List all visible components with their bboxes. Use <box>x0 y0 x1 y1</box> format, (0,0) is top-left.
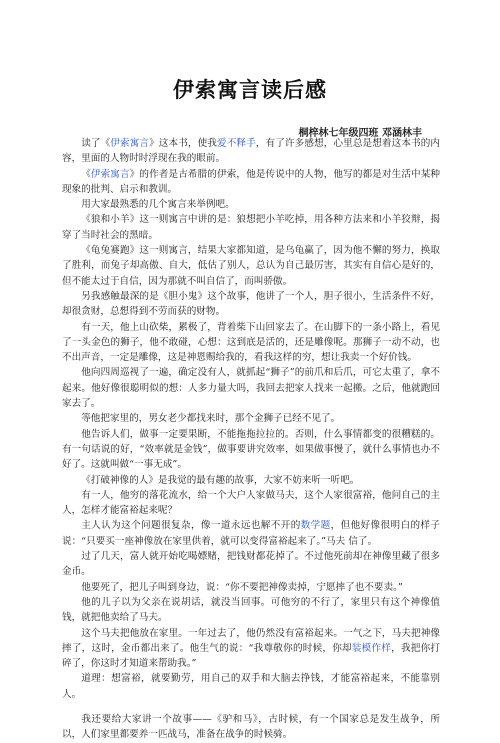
paragraph-text: 读了《 <box>81 138 111 149</box>
paragraph-text: 道理：想富裕，就要勤劳，用自己的双手和大脑去挣钱，才能富裕起来，不能靠别人。 <box>62 673 440 700</box>
paragraph <box>62 289 440 320</box>
paragraph-text: 《打破神像的人》是我觉的最有趣的故事，大家不妨来听一听吧。 <box>81 474 360 486</box>
paragraph-text: 他的儿子以为父亲在说胡话，就没当回事。可他穷的不行了，家里只有这个神像值钱，就把他卖给了马夫。 <box>62 596 440 624</box>
paragraph <box>62 473 440 488</box>
paragraph-text: 》的作者是古希腊的伊索，他是传说中的人物，他写的都是对生活中某种现象的批判、启示和教训。 <box>62 168 441 195</box>
paragraph <box>62 549 440 580</box>
paragraph-text: 《龟兔赛跑》这一则寓言，结果大家都知道，是乌龟赢了，因为他不懈的努力，换取了胜利，而兔子却高傲、自大，低估了别人，总认为自己最厉害，其实有自信心是好的，但不能太过于自信，因为那就不叫自信了，而叫骄傲。 <box>62 245 440 287</box>
paragraph-text: 《狼和小羊》这一则寓言中讲的是：狼想把小羊吃掉，用各种方法来和小羊狡辩，揭穿了当时社会的黑暗。 <box>62 214 440 241</box>
paragraph <box>62 212 440 243</box>
paragraph-text: ，但他好像很明白的样子说：“只要买一座神像放在家里供着，就可以变得富裕起来了。”马夫 信了。 <box>62 520 441 547</box>
paragraph-text: 》这本书，使我 <box>149 138 218 149</box>
document-body <box>62 136 440 743</box>
author-line: 桐梓林七年级四班 邓涵林丰 <box>298 128 422 139</box>
paragraph-text: 我还要给大家讲一个故事——《驴和马》，古时候，有一个国家总是发生战争，所以，人们家里都要养一匹战马，准备在战争的时候骑。 <box>62 713 440 741</box>
paragraph <box>62 320 440 366</box>
paragraph-text: 他向四周巡视了一遍，确定没有人，就抓起“狮子”的前爪和后爪，可它太重了，拿不起来。他好像很聪明似的想：人多力量大吗，我回去把家人找来一起搬。之后，他就跑回家去了。 <box>62 367 440 410</box>
paragraph <box>62 671 440 702</box>
paragraph-text: 他告诉人们，做事一定要果断，不能拖拖拉拉的。否则，什么事情都变的很糟糕的。有一句话说的好，“效率就是金钱”，做事要讲究效率，如果做事慢了，就什么事情也办不好了。这就叫做“一事无成”。 <box>62 428 440 471</box>
paragraph <box>62 197 440 212</box>
paragraph-text: 有一天，他上山砍柴，累极了，背着柴下山回家去了。在山脚下的一条小路上，看见了一头金色的狮子，他不敢碰，心想：这到底是活的，还是雕像呢。那狮子一动不动，也不出声音，一定是雕像，这是神恩赐给我的，看我这样的穷，想让我卖一个好价钱。 <box>62 321 440 364</box>
paragraph-text: 用大家最熟悉的几个寓言来举例吧。 <box>81 199 235 211</box>
paragraph <box>62 518 440 549</box>
paragraph <box>62 167 440 198</box>
keyword-link[interactable]: 装模作样 <box>351 642 392 654</box>
paragraph <box>62 427 440 473</box>
paragraph-text: 《 <box>81 168 91 180</box>
paragraph-text: ，有了许多感想，心里总是想着这本书的内容，里面的人物时时浮现在我的眼前。 <box>62 138 441 165</box>
paragraph <box>62 243 440 289</box>
paragraph <box>62 488 440 519</box>
paragraph-text: 等他把家里的，男女老少都找来时，那个金狮子已经不见了。 <box>81 413 341 425</box>
paragraph-text: 另我感触最深的是《胆小鬼》这个故事，他讲了一个人，胆子很小，生活条件不好，却很贪财，总想得到不劳而获的财物。 <box>62 290 440 318</box>
paragraph-text: 主人认为这个问题很复杂，像一道永远也解不开的 <box>81 520 301 532</box>
paragraph-text: 过了几天，富人就开始吃喝嫖赌，把钱财都花掉了。不过他死前却在神像里藏了很多金币。 <box>62 551 440 578</box>
keyword-link[interactable]: 伊索寓言 <box>110 138 150 149</box>
paragraph <box>62 626 440 672</box>
keyword-link[interactable]: 爱不释手 <box>217 138 256 149</box>
paragraph-text: 有一人，他穷的落花流水，给一个大户人家做马夫，这个人家很富裕，他问自己的主人，怎样才能富裕起来呢？ <box>62 489 440 517</box>
paragraph <box>62 365 440 411</box>
paragraph-text: 这个马夫把他放在家里。一年过去了，他仍然没有富裕起来。一气之下，马夫把神像摔了，这时，金币都出来了。他生气的说：“我尊敬你的时候，你却 <box>62 627 440 654</box>
document-title: 伊索寓言读后感 <box>173 78 327 102</box>
paragraph-text: 他要死了，把儿子叫到身边，说：“你不要把神像卖掉，宁愿摔了也不要卖。” <box>81 581 403 593</box>
paragraph <box>62 595 440 626</box>
paragraph <box>62 712 440 743</box>
paragraph <box>62 411 440 426</box>
paragraph <box>62 580 440 595</box>
paragraph <box>62 136 440 167</box>
keyword-link[interactable]: 伊索寓言 <box>90 168 130 180</box>
keyword-link[interactable]: 数学题 <box>300 520 331 532</box>
paragraph-text: ，我把你打碎了，你这时才知道来帮助我。” <box>62 642 441 670</box>
